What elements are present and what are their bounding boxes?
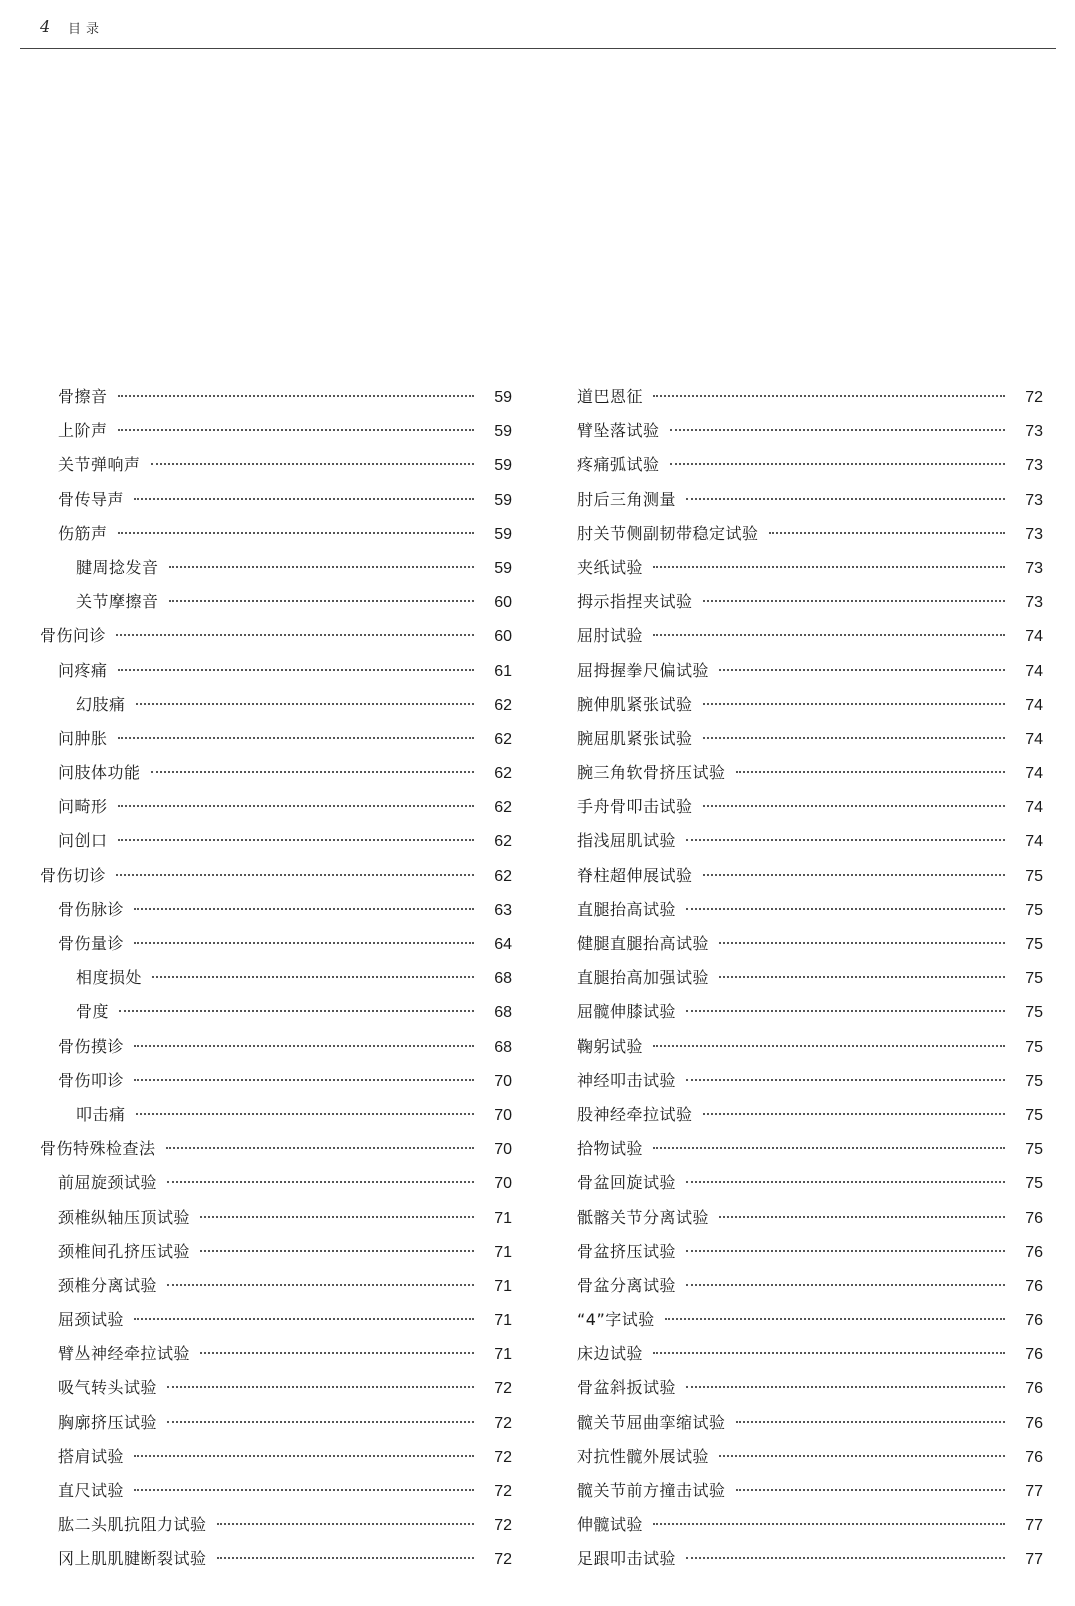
running-title: 目录 xyxy=(68,22,105,37)
toc-entry-page: 62 xyxy=(494,867,512,885)
dot-leader xyxy=(703,805,1005,807)
dot-leader xyxy=(719,669,1005,671)
toc-entry-page: 62 xyxy=(494,799,512,817)
toc-entry-page: 70 xyxy=(494,1106,512,1124)
toc-entry[interactable] xyxy=(40,1030,512,1064)
toc-entry-title: 骨伤叩诊 xyxy=(58,1070,125,1090)
dot-leader xyxy=(686,1386,1005,1388)
toc-entry[interactable] xyxy=(40,1337,512,1371)
toc-entry[interactable] xyxy=(40,448,512,482)
toc-entry-page: 77 xyxy=(1025,1483,1043,1500)
toc-entry-page: 73 xyxy=(1025,559,1043,577)
toc-entry-page: 72 xyxy=(1025,389,1043,406)
toc-entry-title: 肱二头肌抗阻力试验 xyxy=(58,1515,207,1535)
toc-entry[interactable] xyxy=(577,1030,1043,1064)
toc-entry-title: 吸气转头试验 xyxy=(58,1378,158,1398)
dot-leader xyxy=(703,1113,1005,1115)
dot-leader xyxy=(136,703,474,705)
toc-entry[interactable] xyxy=(40,1201,512,1235)
toc-entry[interactable] xyxy=(577,1166,1043,1200)
toc-entry-title: 骶髂关节分离试验 xyxy=(577,1207,710,1227)
dot-leader xyxy=(670,463,1005,465)
toc-entry-page: 74 xyxy=(1025,799,1043,817)
toc-entry[interactable] xyxy=(40,483,512,517)
toc-entry-page: 75 xyxy=(1025,970,1043,988)
dot-leader xyxy=(653,395,1005,397)
dot-leader xyxy=(167,1284,474,1286)
dot-leader xyxy=(118,737,474,739)
toc-entry-title: 屈拇握拳尺偏试验 xyxy=(577,660,710,680)
toc-entry-title: “4”字试验 xyxy=(577,1310,655,1330)
dot-leader xyxy=(118,395,474,397)
dot-leader xyxy=(116,874,474,876)
toc-entry[interactable] xyxy=(577,1201,1043,1235)
toc-entry-page: 68 xyxy=(494,970,512,988)
dot-leader xyxy=(166,1147,474,1149)
toc-entry-page: 75 xyxy=(1025,1038,1043,1056)
dot-leader xyxy=(151,771,474,773)
toc-entry-page: 72 xyxy=(494,1551,512,1569)
toc-entry-title: 道巴恩征 xyxy=(577,387,644,406)
toc-entry[interactable] xyxy=(577,893,1043,927)
dot-leader xyxy=(167,1386,474,1388)
toc-entry[interactable] xyxy=(577,1508,1043,1542)
toc-entry-page: 71 xyxy=(494,1243,512,1261)
toc-entry[interactable] xyxy=(40,824,512,858)
dot-leader xyxy=(653,566,1005,568)
toc-entry[interactable] xyxy=(577,551,1043,585)
toc-entry-title: 骨伤切诊 xyxy=(40,865,107,885)
toc-entry[interactable] xyxy=(40,1166,512,1200)
dot-leader xyxy=(653,1045,1005,1047)
toc-entry-title: 拾物试验 xyxy=(577,1139,644,1159)
toc-entry[interactable] xyxy=(577,380,1043,414)
toc-entry-title: 骨盆回旋试验 xyxy=(577,1173,677,1193)
toc-entry-page: 76 xyxy=(1025,1243,1043,1261)
toc-entry-title: 指浅屈肌试验 xyxy=(577,831,677,851)
toc-entry-title: 脊柱超伸展试验 xyxy=(577,865,693,885)
toc-entry-title: 腱周捻发音 xyxy=(76,557,159,577)
dot-leader xyxy=(686,1250,1005,1252)
toc-entry[interactable] xyxy=(40,722,512,756)
toc-entry-title: 前屈旋颈试验 xyxy=(58,1173,158,1193)
toc-entry-title: 胸廓挤压试验 xyxy=(58,1412,158,1432)
dot-leader xyxy=(134,1318,474,1320)
toc-entry-title: 伸髋试验 xyxy=(577,1515,644,1535)
dot-leader xyxy=(136,1113,474,1115)
toc-entry-title: 幻肢痛 xyxy=(76,694,126,714)
toc-entry-title: 关节弹响声 xyxy=(58,455,141,475)
toc-entry-page: 77 xyxy=(1025,1517,1043,1535)
toc-entry-page: 75 xyxy=(1025,867,1043,885)
toc-entry-title: 骨伤脉诊 xyxy=(58,899,125,919)
toc-entry-page: 72 xyxy=(494,1448,512,1466)
toc-entry[interactable] xyxy=(577,1235,1043,1269)
toc-left-column xyxy=(40,380,512,1577)
dot-leader xyxy=(134,908,474,910)
toc-entry[interactable] xyxy=(577,1542,1043,1576)
toc-entry-page: 59 xyxy=(494,423,512,441)
toc-entry-page: 71 xyxy=(494,1312,512,1330)
toc-entry-title: 骨度 xyxy=(76,1002,110,1022)
toc-entry-title: 骨伤特殊检查法 xyxy=(40,1139,156,1159)
toc-entry-page: 71 xyxy=(494,1277,512,1295)
toc-right-column xyxy=(577,380,1043,1577)
toc-entry[interactable] xyxy=(40,654,512,688)
toc-entry-page: 68 xyxy=(494,1004,512,1022)
toc-entry[interactable] xyxy=(577,585,1043,619)
toc-entry[interactable] xyxy=(40,517,512,551)
dot-leader xyxy=(686,1079,1005,1081)
toc-entry[interactable] xyxy=(40,1098,512,1132)
toc-entry[interactable] xyxy=(40,380,512,414)
toc-entry-page: 61 xyxy=(494,662,512,680)
dot-leader xyxy=(134,1489,474,1491)
dot-leader xyxy=(686,1010,1005,1012)
toc-entry[interactable] xyxy=(577,859,1043,893)
toc-entry[interactable] xyxy=(577,654,1043,688)
dot-leader xyxy=(653,634,1005,636)
dot-leader xyxy=(134,942,474,944)
toc-entry[interactable] xyxy=(40,995,512,1029)
dot-leader xyxy=(151,463,474,465)
dot-leader xyxy=(200,1216,474,1218)
toc-entry-page: 73 xyxy=(1025,491,1043,509)
toc-entry-title: 关节摩擦音 xyxy=(76,592,159,612)
toc-entry-title: 骨盆分离试验 xyxy=(577,1275,677,1295)
toc-entry-title: 骨盆挤压试验 xyxy=(577,1241,677,1261)
toc-entry-title: 上阶声 xyxy=(58,421,108,441)
toc-entry[interactable] xyxy=(577,927,1043,961)
dot-leader xyxy=(152,976,474,978)
dot-leader xyxy=(665,1318,1005,1320)
toc-entry-title: 臂丛神经牵拉试验 xyxy=(58,1344,191,1364)
dot-leader xyxy=(653,1147,1005,1149)
toc-entry-title: 夹纸试验 xyxy=(577,557,644,577)
toc-entry[interactable] xyxy=(40,414,512,448)
toc-entry[interactable] xyxy=(577,1064,1043,1098)
toc-entry-title: 骨伤量诊 xyxy=(58,934,125,953)
toc-entry-page: 75 xyxy=(1025,1072,1043,1090)
dot-leader xyxy=(686,908,1005,910)
dot-leader xyxy=(703,874,1005,876)
toc-entry-page: 62 xyxy=(494,730,512,748)
toc-entry[interactable] xyxy=(40,1269,512,1303)
toc-entry[interactable] xyxy=(40,893,512,927)
dot-leader xyxy=(703,737,1005,739)
toc-entry-page: 73 xyxy=(1025,457,1043,475)
toc-entry-page: 75 xyxy=(1025,901,1043,919)
toc-entry-page: 76 xyxy=(1025,1380,1043,1398)
page-number: 4 xyxy=(40,17,51,36)
toc-entry[interactable] xyxy=(577,1303,1043,1337)
toc-entry-title: 健腿直腿抬高试验 xyxy=(577,934,710,953)
dot-leader xyxy=(116,634,474,636)
toc-entry-title: 问肢体功能 xyxy=(58,763,141,783)
dot-leader xyxy=(653,1352,1005,1354)
dot-leader xyxy=(118,532,474,534)
toc-entry-page: 59 xyxy=(494,559,512,577)
toc-entry-page: 76 xyxy=(1025,1209,1043,1227)
toc-entry[interactable] xyxy=(40,961,512,995)
toc-entry-page: 59 xyxy=(494,457,512,475)
toc-entry-title: 问疼痛 xyxy=(58,660,108,680)
toc-entry[interactable] xyxy=(40,1508,512,1542)
toc-entry-title: 骨盆斜扳试验 xyxy=(577,1378,677,1398)
toc-entry-title: 拇示指捏夹试验 xyxy=(577,592,693,612)
page-header xyxy=(0,0,1075,52)
toc-entry-page: 74 xyxy=(1025,696,1043,714)
toc-entry-title: 问创口 xyxy=(58,831,108,851)
toc-entry-title: 叩击痛 xyxy=(76,1104,126,1124)
toc-entry-title: 疼痛弧试验 xyxy=(577,455,660,475)
dot-leader xyxy=(169,566,474,568)
dot-leader xyxy=(134,1079,474,1081)
toc-entry[interactable] xyxy=(577,688,1043,722)
toc-entry-title: 屈颈试验 xyxy=(58,1310,125,1330)
toc-entry-title: 骨伤摸诊 xyxy=(58,1036,125,1056)
dot-leader xyxy=(670,429,1005,431)
toc-entry[interactable] xyxy=(40,1542,512,1576)
dot-leader xyxy=(118,669,474,671)
toc-entry-page: 63 xyxy=(494,901,512,919)
toc-entry-page: 71 xyxy=(494,1209,512,1227)
dot-leader xyxy=(719,1455,1005,1457)
toc-entry-page: 62 xyxy=(494,833,512,851)
toc-entry-page: 72 xyxy=(494,1517,512,1535)
toc-entry-page: 76 xyxy=(1025,1312,1043,1330)
toc-entry-title: 颈椎分离试验 xyxy=(58,1275,158,1295)
toc-entry-page: 75 xyxy=(1025,1004,1043,1022)
toc-entry[interactable] xyxy=(40,790,512,824)
toc-entry-page: 75 xyxy=(1025,1106,1043,1124)
dot-leader xyxy=(169,600,474,602)
toc-entry-page: 64 xyxy=(494,936,512,953)
dot-leader xyxy=(134,498,474,500)
toc-entry-page: 76 xyxy=(1025,1346,1043,1364)
toc-entry-page: 76 xyxy=(1025,1277,1043,1295)
toc-entry-page: 60 xyxy=(494,594,512,612)
toc-entry-title: 屈髋伸膝试验 xyxy=(577,1002,677,1022)
toc-entry-title: 足跟叩击试验 xyxy=(577,1549,677,1569)
toc-entry[interactable] xyxy=(577,1132,1043,1166)
dot-leader xyxy=(736,1489,1005,1491)
toc-entry-title: 搭肩试验 xyxy=(58,1446,125,1466)
toc-entry[interactable] xyxy=(577,1337,1043,1371)
dot-leader xyxy=(686,839,1005,841)
toc-entry[interactable] xyxy=(577,1440,1043,1474)
toc-entry[interactable] xyxy=(40,859,512,893)
toc-entry[interactable] xyxy=(577,1406,1043,1440)
toc-entry[interactable] xyxy=(40,688,512,722)
dot-leader xyxy=(167,1181,474,1183)
toc-entry-title: 冈上肌肌腱断裂试验 xyxy=(58,1549,207,1569)
toc-entry-title: 腕屈肌紧张试验 xyxy=(577,728,693,748)
dot-leader xyxy=(118,805,474,807)
toc-entry[interactable] xyxy=(577,756,1043,790)
toc-entry[interactable] xyxy=(577,961,1043,995)
dot-leader xyxy=(134,1455,474,1457)
toc-entry[interactable] xyxy=(40,1303,512,1337)
dot-leader xyxy=(703,703,1005,705)
dot-leader xyxy=(686,1181,1005,1183)
toc-entry-page: 73 xyxy=(1025,423,1043,441)
toc-entry-title: 股神经牵拉试验 xyxy=(577,1104,693,1124)
toc-entry-page: 75 xyxy=(1025,1141,1043,1159)
toc-entry[interactable] xyxy=(40,1440,512,1474)
dot-leader xyxy=(118,429,474,431)
toc-entry-title: 问畸形 xyxy=(58,797,108,817)
toc-entry[interactable] xyxy=(577,1098,1043,1132)
toc-entry-page: 60 xyxy=(494,628,512,646)
toc-entry-page: 59 xyxy=(494,525,512,543)
toc-entry-title: 臂坠落试验 xyxy=(577,421,660,441)
toc-entry[interactable] xyxy=(40,927,512,961)
dot-leader xyxy=(134,1045,474,1047)
toc-entry-page: 74 xyxy=(1025,833,1043,851)
toc-entry[interactable] xyxy=(577,1474,1043,1508)
toc-entry-page: 74 xyxy=(1025,765,1043,783)
dot-leader xyxy=(769,532,1005,534)
toc-entry[interactable] xyxy=(577,722,1043,756)
toc-entry[interactable] xyxy=(577,448,1043,482)
toc-entry-page: 71 xyxy=(494,1346,512,1364)
toc-entry-title: 鞠躬试验 xyxy=(577,1036,644,1056)
dot-leader xyxy=(119,1010,474,1012)
toc-entry-title: 髋关节前方撞击试验 xyxy=(577,1481,726,1500)
toc-entry[interactable] xyxy=(40,1235,512,1269)
toc-entry-title: 颈椎纵轴压顶试验 xyxy=(58,1207,191,1227)
toc-entry-page: 62 xyxy=(494,696,512,714)
toc-entry[interactable] xyxy=(577,517,1043,551)
toc-entry-page: 76 xyxy=(1025,1448,1043,1466)
toc-entry-title: 床边试验 xyxy=(577,1344,644,1364)
toc-entry-page: 76 xyxy=(1025,1414,1043,1432)
dot-leader xyxy=(200,1352,474,1354)
toc-entry-title: 肘关节侧副韧带稳定试验 xyxy=(577,523,759,543)
toc-entry[interactable] xyxy=(40,1064,512,1098)
toc-entry-page: 74 xyxy=(1025,628,1043,646)
toc-entry-page: 70 xyxy=(494,1141,512,1159)
toc-entry-title: 手舟骨叩击试验 xyxy=(577,797,693,817)
toc-entry[interactable] xyxy=(577,414,1043,448)
dot-leader xyxy=(719,942,1005,944)
toc-entry-page: 59 xyxy=(494,389,512,406)
toc-entry-page: 77 xyxy=(1025,1551,1043,1569)
dot-leader xyxy=(703,600,1005,602)
toc-entry-page: 72 xyxy=(494,1380,512,1398)
toc-entry-title: 直腿抬高加强试验 xyxy=(577,968,710,988)
toc-entry-title: 对抗性髋外展试验 xyxy=(577,1446,710,1466)
toc-entry-title: 相度损处 xyxy=(76,968,143,988)
dot-leader xyxy=(167,1421,474,1423)
dot-leader xyxy=(686,1557,1005,1559)
toc-entry-page: 73 xyxy=(1025,525,1043,543)
toc-entry-page: 72 xyxy=(494,1483,512,1500)
dot-leader xyxy=(719,976,1005,978)
dot-leader xyxy=(736,771,1005,773)
toc-entry-title: 直尺试验 xyxy=(58,1481,125,1500)
toc-entry-page: 68 xyxy=(494,1038,512,1056)
toc-entry[interactable] xyxy=(577,790,1043,824)
toc-entry-title: 肘后三角测量 xyxy=(577,489,677,509)
toc-entry[interactable] xyxy=(577,995,1043,1029)
toc-entry-page: 70 xyxy=(494,1175,512,1193)
toc-entry[interactable] xyxy=(40,1132,512,1166)
toc-entry[interactable] xyxy=(40,1406,512,1440)
toc-entry-title: 骨伤问诊 xyxy=(40,626,107,646)
toc-entry[interactable] xyxy=(577,619,1043,653)
toc-entry-title: 神经叩击试验 xyxy=(577,1070,677,1090)
toc-entry-title: 腕伸肌紧张试验 xyxy=(577,694,693,714)
toc-entry-page: 70 xyxy=(494,1072,512,1090)
toc-entry[interactable] xyxy=(577,1269,1043,1303)
toc-entry-title: 伤筋声 xyxy=(58,523,108,543)
toc-entry[interactable] xyxy=(40,756,512,790)
toc-entry-title: 直腿抬高试验 xyxy=(577,899,677,919)
dot-leader xyxy=(217,1557,474,1559)
toc-entry-page: 75 xyxy=(1025,1175,1043,1193)
toc-entry-page: 73 xyxy=(1025,594,1043,612)
toc-entry-title: 髋关节屈曲挛缩试验 xyxy=(577,1412,726,1432)
toc-entry-title: 问肿胀 xyxy=(58,728,108,748)
toc-entry-title: 腕三角软骨挤压试验 xyxy=(577,763,726,783)
toc-entry-page: 59 xyxy=(494,491,512,509)
toc-entry-page: 62 xyxy=(494,765,512,783)
dot-leader xyxy=(200,1250,474,1252)
toc-entry[interactable] xyxy=(40,1474,512,1508)
toc-entry-page: 75 xyxy=(1025,936,1043,953)
header-rule xyxy=(20,48,1056,49)
toc-entry[interactable] xyxy=(577,483,1043,517)
toc-entry-page: 74 xyxy=(1025,730,1043,748)
toc-entry-title: 骨传导声 xyxy=(58,489,125,509)
toc-entry[interactable] xyxy=(40,619,512,653)
dot-leader xyxy=(653,1523,1005,1525)
toc-entry-page: 72 xyxy=(494,1414,512,1432)
dot-leader xyxy=(736,1421,1005,1423)
toc-entry-page: 74 xyxy=(1025,662,1043,680)
dot-leader xyxy=(118,839,474,841)
toc-entry[interactable] xyxy=(577,1371,1043,1405)
dot-leader xyxy=(217,1523,474,1525)
toc-entry[interactable] xyxy=(40,585,512,619)
dot-leader xyxy=(686,1284,1005,1286)
toc-entry[interactable] xyxy=(40,551,512,585)
toc-entry-title: 骨擦音 xyxy=(58,387,108,406)
dot-leader xyxy=(719,1216,1005,1218)
dot-leader xyxy=(686,498,1005,500)
toc-entry-title: 屈肘试验 xyxy=(577,626,644,646)
toc-entry-title: 颈椎间孔挤压试验 xyxy=(58,1241,191,1261)
toc-entry[interactable] xyxy=(577,824,1043,858)
toc-entry[interactable] xyxy=(40,1371,512,1405)
